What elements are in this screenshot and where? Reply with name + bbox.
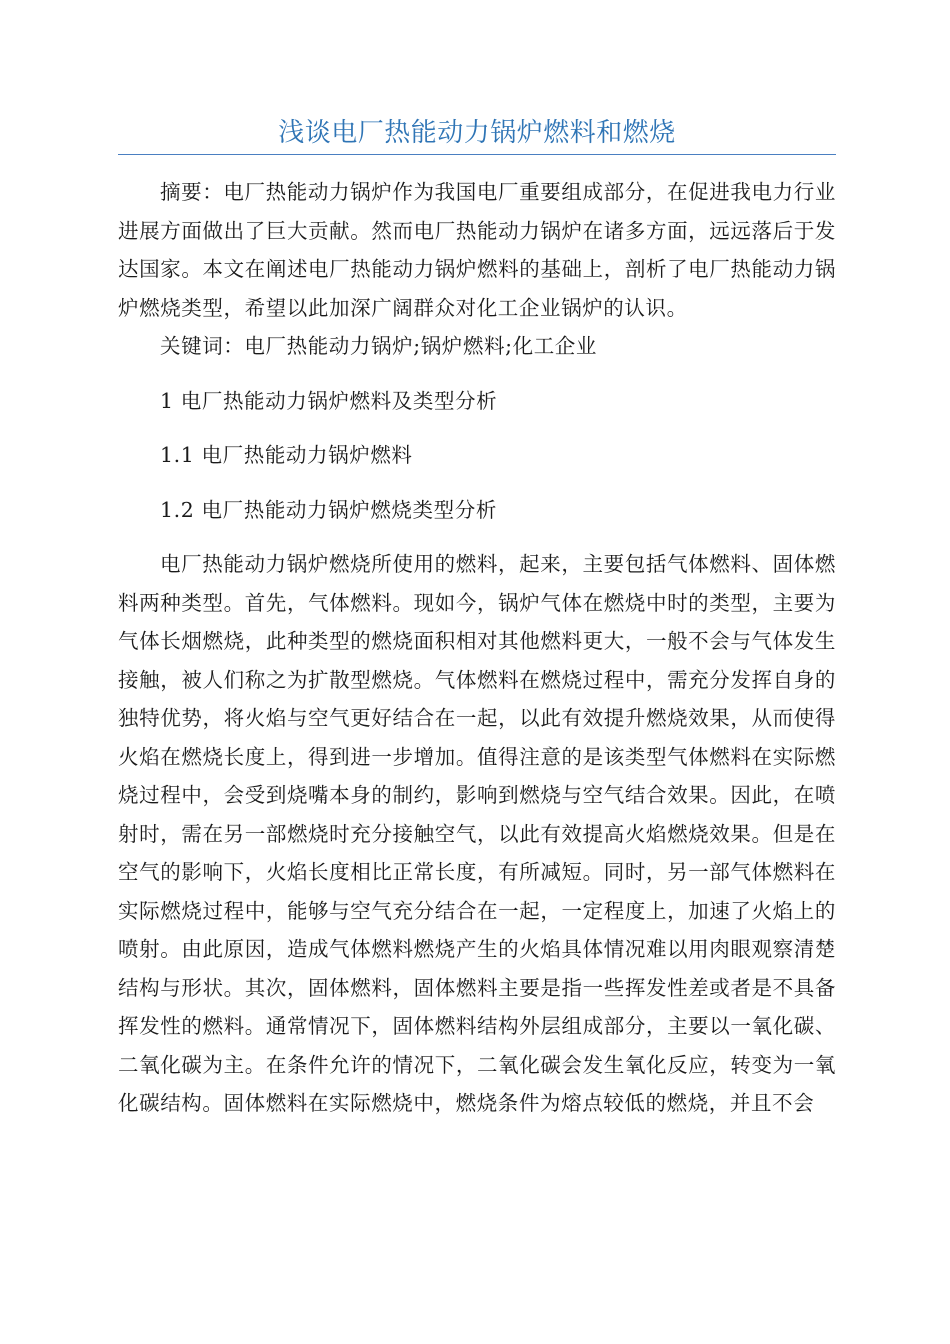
keywords-line: 关键词：电厂热能动力锅炉;锅炉燃料;化工企业 — [160, 334, 598, 358]
section-heading-1-1: 1.1 电厂热能动力锅炉燃料 — [160, 443, 413, 467]
section-heading-1: 1 电厂热能动力锅炉燃料及类型分析 — [160, 388, 498, 413]
document-page — [118, 0, 836, 1123]
title-underline — [118, 154, 836, 155]
body-paragraph: 电厂热能动力锅炉燃烧所使用的燃料，起来，主要包括气体燃料、固体燃料两种类型。首先，气体燃料。现如今，锅炉气体在燃烧中时的类型，主要为气体长烟燃烧，此种类型的燃烧面积相对其他燃料更大，一般不会与气体发生接触，被人们称之为扩散型燃烧。气体燃料在燃烧过程中，需充分发挥自身的独特优势，将火焰与空气更好结合在一起，以此有效提升燃烧效果，从而使得火焰在燃烧长度上，得到进一步增加。值得注意的是该类型气体燃料在实际燃烧过程中，会受到烧嘴本身的制约，影响到燃烧与空气结合效果。因此，在喷射时，需在另一部燃烧时充分接触空气，以此有效提高火焰燃烧效果。但是在空气的影响下，火焰长度相比正常长度，有所减短。同时，另一部气体燃料在实际燃烧过程中，能够与空气充分结合在一起，一定程度上，加速了火焰上的喷射。由此原因，造成气体燃料燃烧产生的火焰具体情况难以用肉眼观察清楚结构与形状。其次，固体燃料，固体燃料主要是指一些挥发性差或者是不具备挥发性的燃料。通常情况下，固体燃料结构外层组成部分，主要以一氧化碳、二氧化碳为主。在条件允许的情况下，二氧化碳会发生氧化反应，转变为一氧化碳结构。固体燃料在实际燃烧中，燃烧条件为熔点较低的燃烧，并且不会 — [118, 552, 836, 1115]
document-title: 浅谈电厂热能动力锅炉燃料和燃烧 — [278, 118, 676, 148]
section-heading-1-2: 1.2 电厂热能动力锅炉燃烧类型分析 — [160, 497, 497, 522]
abstract-paragraph: 摘要：电厂热能动力锅炉作为我国电厂重要组成部分，在促进我电力行业进展方面做出了巨大贡献。然而电厂热能动力锅炉在诸多方面，远远落后于发达国家。本文在阐述电厂热能动力锅炉燃料的基础上，剖析了电厂热能动力锅炉燃烧类型，希望以此加深广阔群众对化工企业锅炉的认识。 — [118, 180, 836, 320]
